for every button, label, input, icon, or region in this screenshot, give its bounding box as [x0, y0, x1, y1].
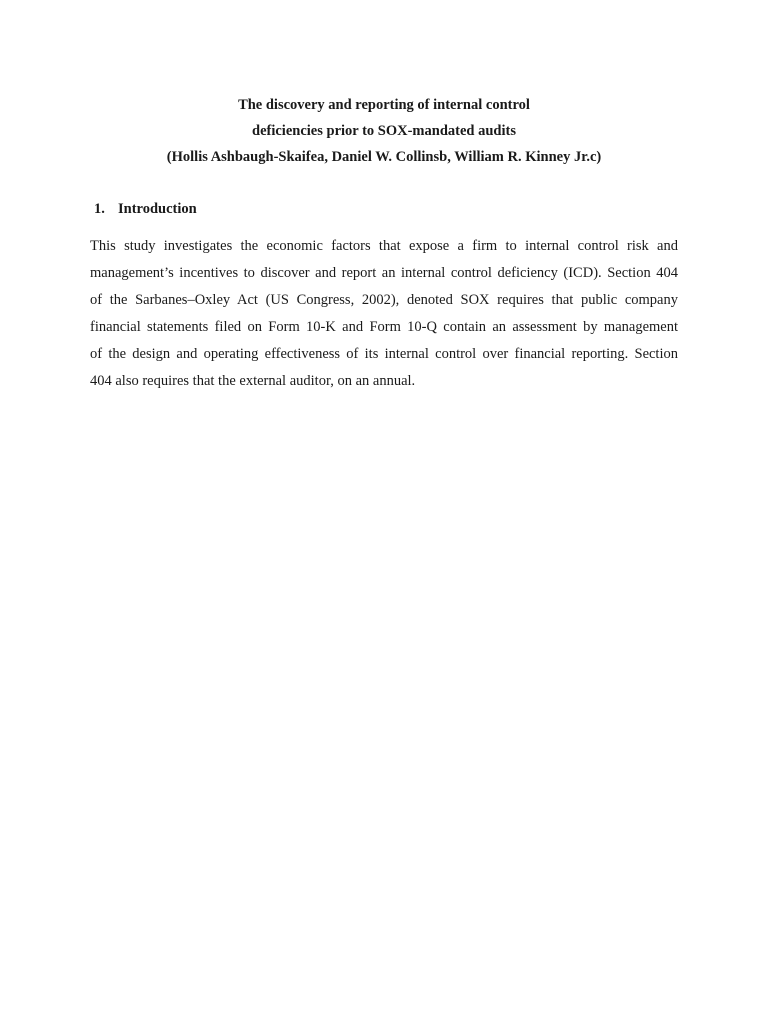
section-title: Introduction	[118, 201, 197, 217]
paragraph-line: 404 also requires that the external auditor, on an annual.	[90, 373, 416, 389]
body-paragraph	[90, 233, 678, 395]
paragraph-line: management’s incentives to discover and report an internal control deficiency (ICD). Section 404	[90, 265, 678, 281]
title-line: deficiencies prior to SOX-mandated audits	[252, 123, 516, 139]
document-title	[0, 92, 768, 170]
paragraph-line: of the design and operating effectiveness of its internal control over financial reporting. Section	[90, 346, 678, 362]
title-line: The discovery and reporting of internal control	[238, 97, 530, 113]
authors-line: (Hollis Ashbaugh-Skaifea, Daniel W. Collinsb, William R. Kinney Jr.c)	[166, 149, 602, 165]
section-number: 1.	[94, 201, 105, 217]
paragraph-line: financial statements filed on Form 10-K and Form 10-Q contain an assessment by management	[90, 319, 678, 335]
section-heading	[94, 199, 197, 219]
paragraph-line: of the Sarbanes–Oxley Act (US Congress, 2002), denoted SOX requires that public company	[90, 292, 678, 308]
paragraph-line: This study investigates the economic factors that expose a firm to internal control risk and	[90, 238, 678, 254]
